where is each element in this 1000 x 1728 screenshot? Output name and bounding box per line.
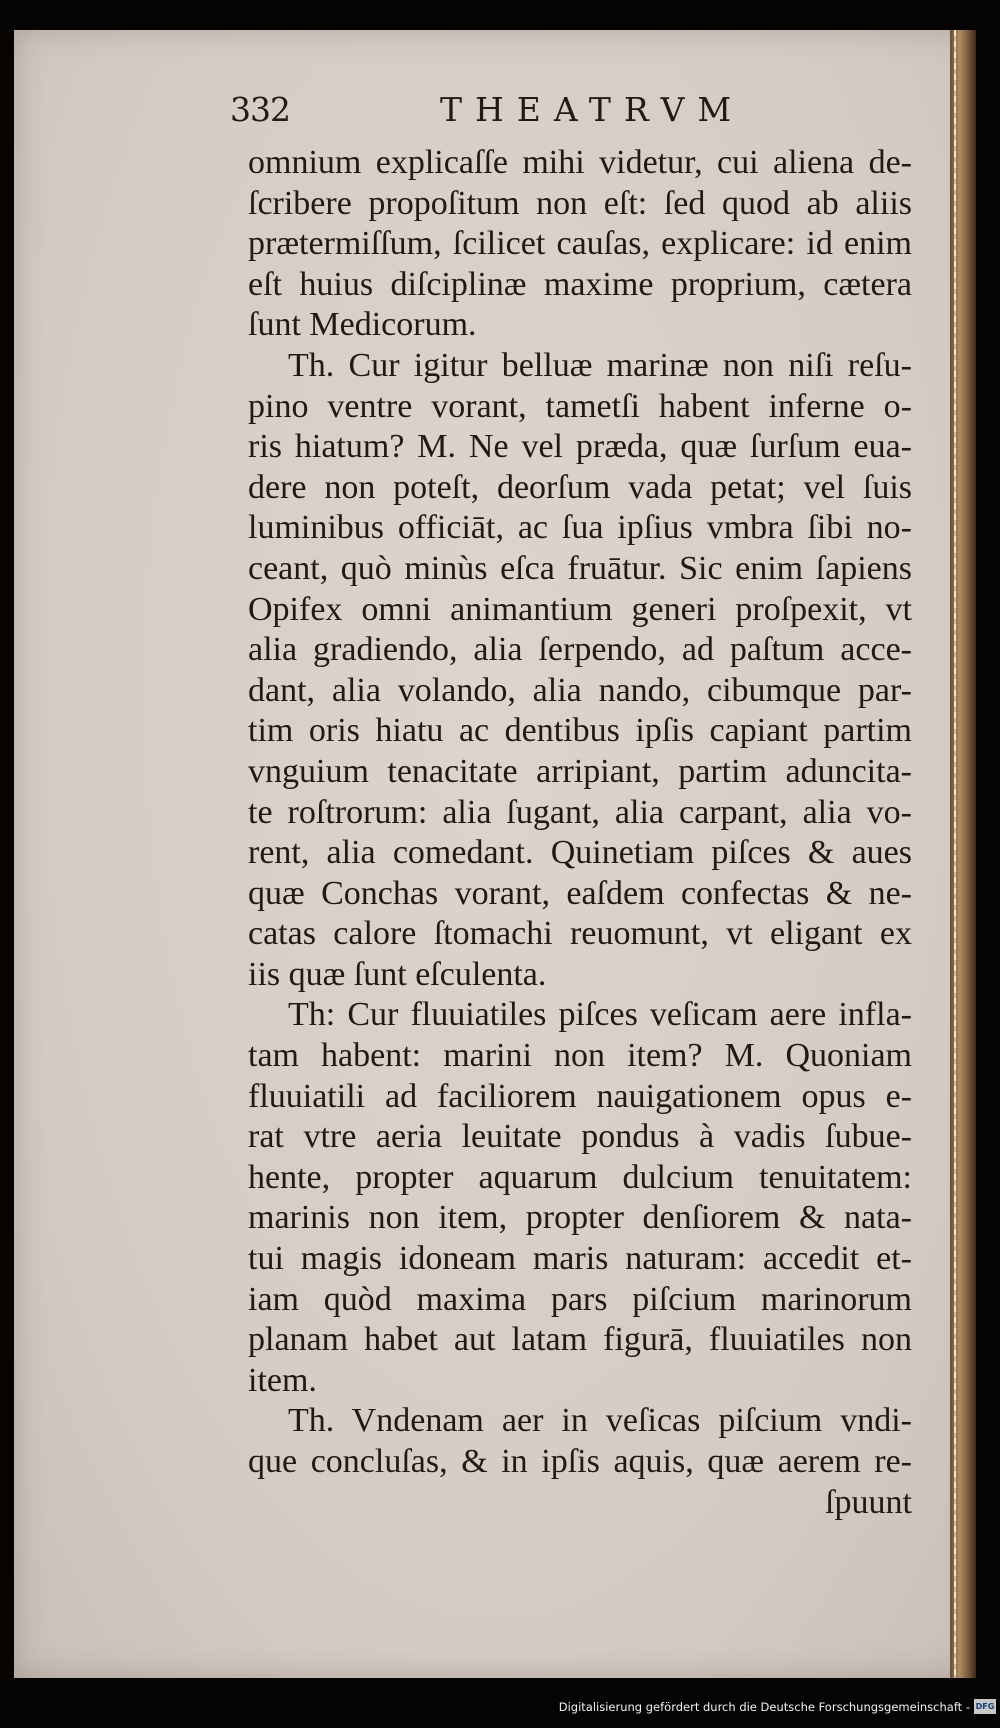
text-line: eſt huius diſciplinæ maxime proprium, cætera [248, 265, 912, 303]
catchword: ſpuunt [825, 1483, 912, 1521]
book-page [14, 30, 976, 1678]
text-line: planam habet aut latam figurā, fluuiatiles non [248, 1321, 912, 1359]
text-line: luminibus officiāt, ac ſua ipſius vmbra ſibi no- [248, 509, 912, 547]
page-header [230, 90, 930, 136]
digitization-credit: Digitalisierung gefördert durch die Deutsche Forschungsgemeinschaft - [558, 1700, 970, 1714]
text-line: hente, propter aquarum dulcium tenuitatem: [248, 1158, 912, 1196]
page-number: 332 [230, 90, 290, 129]
text-line: que concluſas, & in ipſis aquis, quæ aerem re- [248, 1443, 912, 1480]
text-line: ſcribere propoſitum non eſt: ſed quod ab aliis [248, 184, 912, 222]
text-line: tim oris hiatu ac dentibus ipſis capiant partim [248, 712, 912, 750]
page-body-text [248, 143, 912, 1523]
text-line: tam habent: marini non item? M. Quoniam [248, 1037, 912, 1075]
text-line: omnium explicaſſe mihi videtur, cui aliena de- [248, 144, 912, 181]
text-line: item. [248, 1361, 317, 1399]
text-line: Opifex omni animantium generi proſpexit, vt [248, 590, 912, 628]
text-line: te roſtrorum: alia ſugant, alia carpant, alia vo- [248, 793, 912, 831]
page-edge [950, 30, 976, 1678]
text-line: quæ Conchas vorant, eaſdem confectas & ne- [248, 874, 912, 912]
text-line: Th. Vndenam aer in veſicas piſcium vndi- [288, 1402, 912, 1440]
text-line: Th: Cur fluuiatiles piſces veſicam aere infla- [288, 996, 912, 1034]
text-line: rent, alia comedant. Quinetiam piſces & aues [248, 834, 912, 872]
text-line: dere non poteſt, deorſum vada petat; vel ſuis [248, 468, 912, 506]
text-line: Th. Cur igitur belluæ marinæ non niſi reſu- [288, 346, 912, 384]
text-line: iam quòd maxima pars piſcium marinorum [248, 1280, 912, 1318]
text-line: ſunt Medicorum. [248, 306, 477, 344]
text-line: pino ventre vorant, tametſi habent inferne o- [248, 387, 912, 425]
text-line: iis quæ ſunt eſculenta. [248, 955, 547, 993]
running-title: THEATRVM [440, 90, 745, 129]
text-line: rat vtre aeria leuitate pondus à vadis ſubue- [248, 1118, 912, 1156]
text-line: dant, alia volando, alia nando, cibumque par- [248, 671, 912, 709]
text-line: catas calore ſtomachi reuomunt, vt eligant ex [248, 915, 912, 953]
text-line: ceant, quò minùs eſca fruātur. Sic enim ſapiens [248, 549, 912, 587]
text-line: marinis non item, propter denſiorem & nata- [248, 1199, 912, 1237]
text-line: tui magis idoneam maris naturam: accedit et- [248, 1240, 912, 1278]
text-line: alia gradiendo, alia ſerpendo, ad paſtum acce- [248, 631, 912, 669]
text-line: prætermiſſum, ſcilicet cauſas, explicare: id enim [248, 225, 912, 263]
dfg-logo: DFG [974, 1699, 996, 1714]
text-line: fluuiatili ad faciliorem nauigationem opus e- [248, 1077, 912, 1115]
text-line: ris hiatum? M. Ne vel præda, quæ ſurſum eua- [248, 428, 912, 466]
text-line: vnguium tenacitate arripiant, partim aduncita- [248, 752, 912, 790]
